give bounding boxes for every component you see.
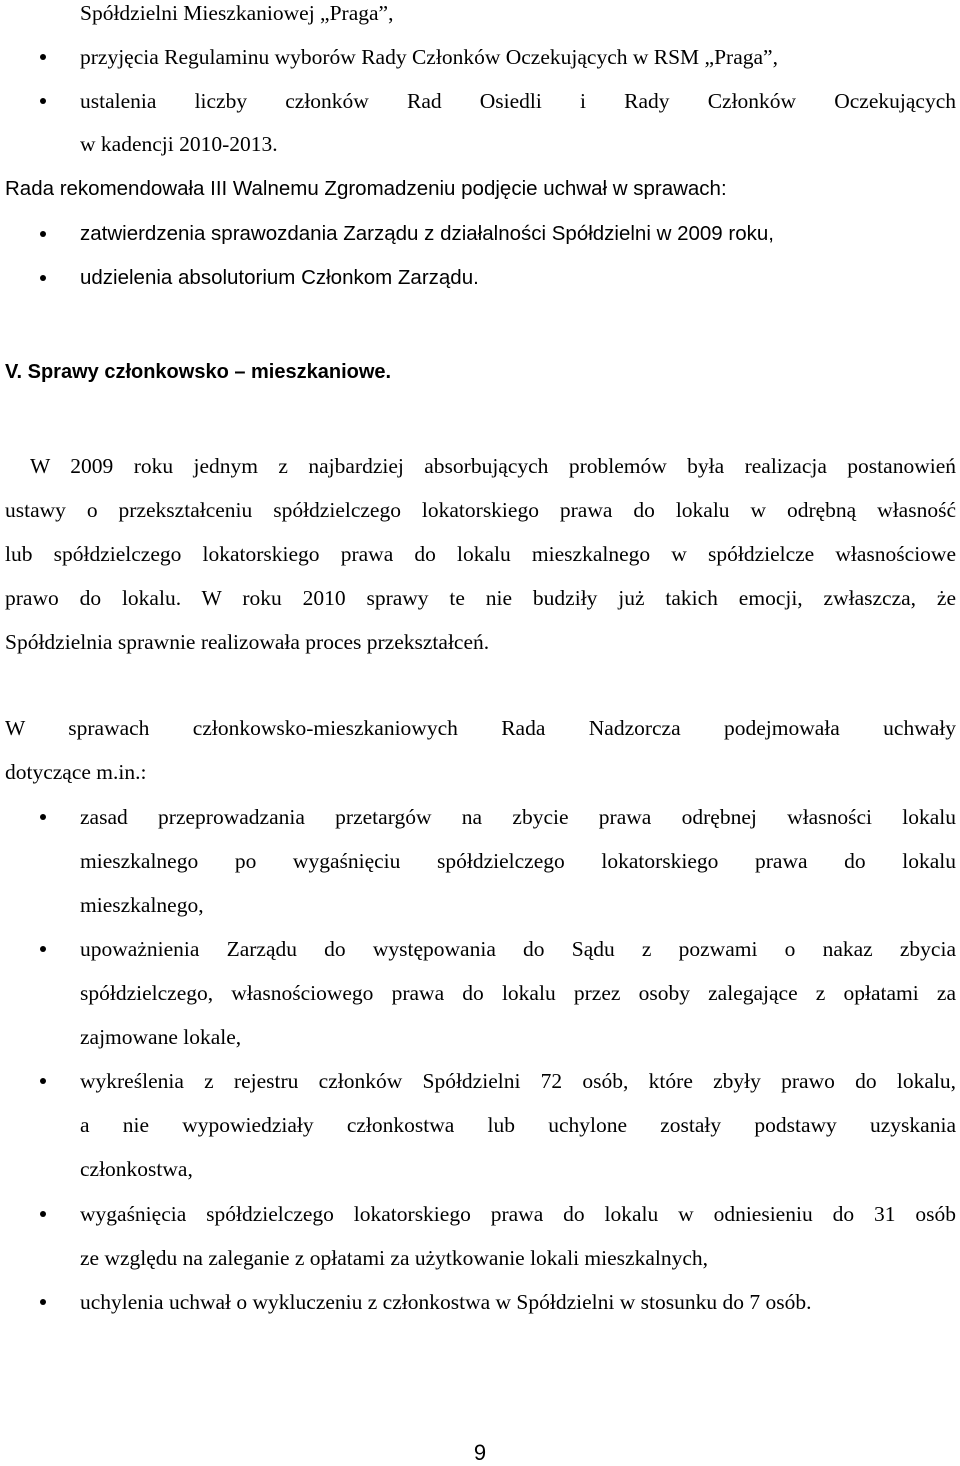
list-item: przyjęcia Regulaminu wyborów Rady Członków Oczekujących w RSM „Praga”, <box>80 45 778 69</box>
bullet-icon <box>40 231 46 237</box>
bullet-icon <box>40 275 46 281</box>
paragraph-line: dotyczące m.in.: <box>5 760 147 784</box>
list-item: upoważnienia Zarządu do występowania do Sądu z pozwami o nakaz zbycia <box>80 937 956 961</box>
list-item-line: ze względu na zaleganie z opłatami za użytkowanie lokali mieszkalnych, <box>80 1246 709 1270</box>
bullet-icon <box>40 1078 46 1084</box>
paragraph-line: W 2009 roku jednym z najbardziej absorbujących problemów była realizacja postanowień <box>30 454 956 478</box>
list-item-line: zajmowane lokale, <box>80 1025 242 1049</box>
paragraph-line: Spółdzielnia sprawnie realizowała proces przekształceń. <box>5 630 490 654</box>
list-item-line: mieszkalnego, <box>80 893 204 917</box>
paragraph-line: Rada rekomendowała III Walnemu Zgromadzeniu podjęcie uchwał w sprawach: <box>5 177 727 200</box>
paragraph-line: W sprawach członkowsko-mieszkaniowych Rada Nadzorcza podejmowała uchwały <box>5 716 956 740</box>
list-item-line: członkostwa, <box>80 1157 193 1181</box>
list-item: ustalenia liczby członków Rad Osiedli i Rady Członków Oczekujących <box>80 89 956 113</box>
paragraph-line: prawo do lokalu. W roku 2010 sprawy te nie budziły już takich emocji, zwłaszcza, że <box>5 586 956 610</box>
paragraph-line: ustawy o przekształceniu spółdzielczego lokatorskiego prawa do lokalu w odrębną własność <box>5 498 956 522</box>
section-heading: V. Sprawy członkowsko – mieszkaniowe. <box>5 361 392 383</box>
list-item-line: mieszkalnego po wygaśnięciu spółdzielczego lokatorskiego prawa do lokalu <box>80 849 956 873</box>
bullet-icon <box>40 98 46 104</box>
bullet-icon <box>40 1299 46 1305</box>
text-line: w kadencji 2010-2013. <box>80 132 278 156</box>
list-item-line: a nie wypowiedziały członkostwa lub uchylone zostały podstawy uzyskania <box>80 1113 956 1137</box>
list-item: zasad przeprowadzania przetargów na zbycie prawa odrębnej własności lokalu <box>80 805 956 829</box>
bullet-icon <box>40 1211 46 1217</box>
list-item: zatwierdzenia sprawozdania Zarządu z działalności Spółdzielni w 2009 roku, <box>80 222 774 245</box>
list-item-line: spółdzielczego, własnościowego prawa do lokalu przez osoby zalegające z opłatami za <box>80 981 956 1005</box>
page-number: 9 <box>473 1440 487 1465</box>
text-line: Spółdzielni Mieszkaniowej „Praga”, <box>80 1 394 25</box>
list-item: uchylenia uchwał o wykluczeniu z członkostwa w Spółdzielni w stosunku do 7 osób. <box>80 1290 812 1314</box>
list-item: wykreślenia z rejestru członków Spółdzielni 72 osób, które zbyły prawo do lokalu, <box>80 1069 956 1093</box>
list-item: wygaśnięcia spółdzielczego lokatorskiego prawa do lokalu w odniesieniu do 31 osób <box>80 1202 956 1226</box>
bullet-icon <box>40 946 46 952</box>
list-item: udzielenia absolutorium Członkom Zarządu. <box>80 266 479 289</box>
bullet-icon <box>40 814 46 820</box>
bullet-icon <box>40 54 46 60</box>
paragraph-line: lub spółdzielczego lokatorskiego prawa do lokalu mieszkalnego w spółdzielcze własnościowe <box>5 542 956 566</box>
